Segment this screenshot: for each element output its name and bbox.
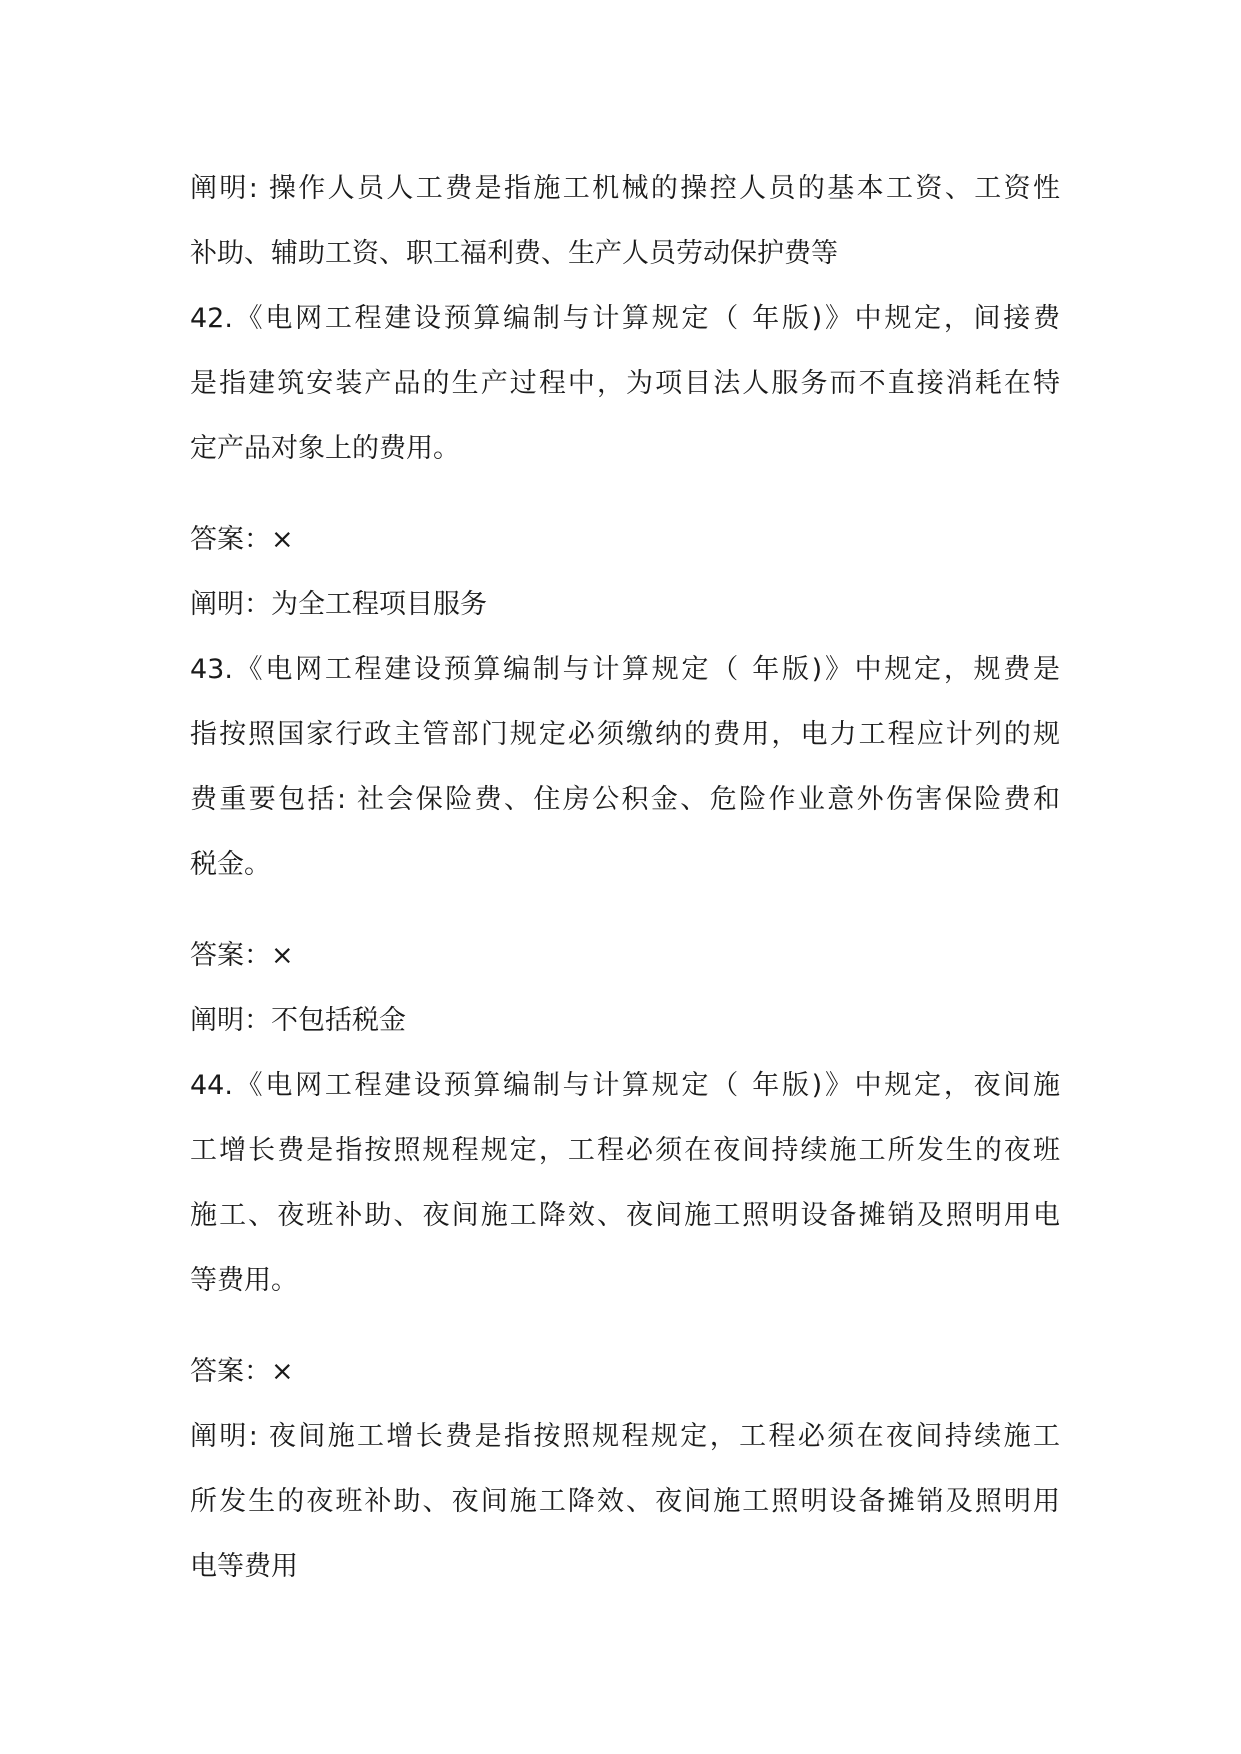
spacer <box>190 481 1060 507</box>
text-line: 答案：× <box>190 1356 294 1387</box>
document-body <box>190 156 1060 1599</box>
text-line: 电等费用 <box>190 1551 298 1582</box>
text-line: 费重要包括: 社会保险费、住房公积金、危险作业意外伤害保险费和 <box>190 784 1060 815</box>
text-line: 阐明：不包括税金 <box>190 1005 406 1036</box>
text-line: 工增长费是指按照规程规定，工程必须在夜间持续施工所发生的夜班 <box>190 1135 1060 1166</box>
text-line: 42.《电网工程建设预算编制与计算规定（ 年版)》中规定，间接费 <box>190 303 1060 334</box>
explanation-44 <box>190 1404 1060 1599</box>
text-line: 所发生的夜班补助、夜间施工降效、夜间施工照明设备摊销及照明用 <box>190 1486 1060 1517</box>
question-42 <box>190 286 1060 481</box>
text-line: 指按照国家行政主管部门规定必须缴纳的费用，电力工程应计列的规 <box>190 719 1060 750</box>
text-line: 补助、辅助工资、职工福利费、生产人员劳动保护费等 <box>190 238 838 269</box>
text-line: 答案：× <box>190 940 294 971</box>
text-line: 是指建筑安装产品的生产过程中，为项目法人服务而不直接消耗在特 <box>190 368 1060 399</box>
text-line: 施工、夜班补助、夜间施工降效、夜间施工照明设备摊销及照明用电 <box>190 1200 1060 1231</box>
text-line: 答案：× <box>190 524 294 555</box>
question-43 <box>190 637 1060 897</box>
answer-44 <box>190 1339 1060 1404</box>
spacer <box>190 897 1060 923</box>
text-line: 44.《电网工程建设预算编制与计算规定（ 年版)》中规定，夜间施 <box>190 1070 1060 1101</box>
text-line: 阐明：为全工程项目服务 <box>190 589 487 620</box>
text-line: 定产品对象上的费用。 <box>190 433 460 464</box>
text-line: 阐明: 夜间施工增长费是指按照规程规定，工程必须在夜间持续施工 <box>190 1421 1060 1452</box>
text-line: 等费用。 <box>190 1265 298 1296</box>
explanation-41 <box>190 156 1060 286</box>
answer-42 <box>190 507 1060 572</box>
spacer <box>190 1313 1060 1339</box>
question-44 <box>190 1053 1060 1313</box>
text-line: 税金。 <box>190 849 271 880</box>
explanation-43 <box>190 988 1060 1053</box>
text-line: 阐明: 操作人员人工费是指施工机械的操控人员的基本工资、工资性 <box>190 173 1060 204</box>
explanation-42 <box>190 572 1060 637</box>
text-line: 43.《电网工程建设预算编制与计算规定（ 年版)》中规定，规费是 <box>190 654 1060 685</box>
answer-43 <box>190 923 1060 988</box>
